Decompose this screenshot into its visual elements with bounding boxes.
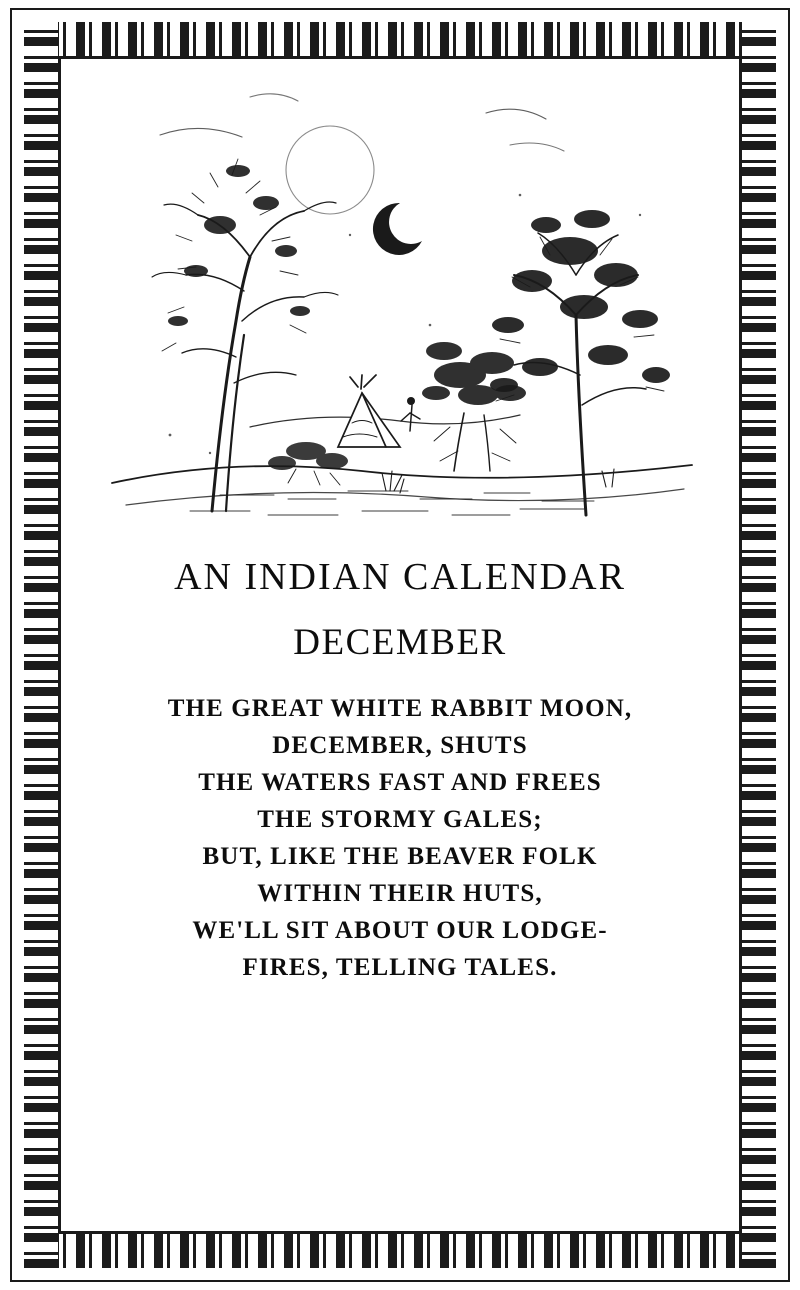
inner-frame bbox=[58, 56, 742, 1234]
poem-line: BUT, LIKE THE BEAVER FOLK bbox=[202, 843, 598, 870]
poem-line: THE GREAT WHITE RABBIT MOON, bbox=[167, 695, 633, 722]
poem-line: WE'LL SIT ABOUT OUR LODGE- bbox=[192, 917, 608, 944]
border-band-bottom bbox=[24, 1234, 776, 1268]
shrub-center bbox=[422, 342, 526, 471]
page-title: AN INDIAN CALENDAR bbox=[174, 556, 626, 598]
poem bbox=[87, 690, 713, 986]
month-subtitle: DECEMBER bbox=[293, 622, 507, 663]
shrub-left bbox=[268, 442, 348, 485]
poem-line: FIRES, TELLING TALES. bbox=[242, 954, 558, 981]
page-content bbox=[61, 59, 739, 1231]
crescent-moon-icon bbox=[373, 203, 422, 255]
poem-line: WITHIN THEIR HUTS, bbox=[257, 880, 543, 907]
tipi-icon bbox=[338, 375, 400, 447]
border-band-right bbox=[742, 22, 776, 1268]
poem-line: DECEMBER, SHUTS bbox=[272, 732, 528, 759]
poem-line: THE WATERS FAST AND FREES bbox=[198, 769, 602, 796]
border-band-top bbox=[24, 22, 776, 56]
poem-line: THE STORMY GALES; bbox=[257, 806, 543, 833]
illustration bbox=[100, 75, 700, 545]
grass-tufts bbox=[382, 469, 614, 493]
border-band-left bbox=[24, 22, 58, 1268]
